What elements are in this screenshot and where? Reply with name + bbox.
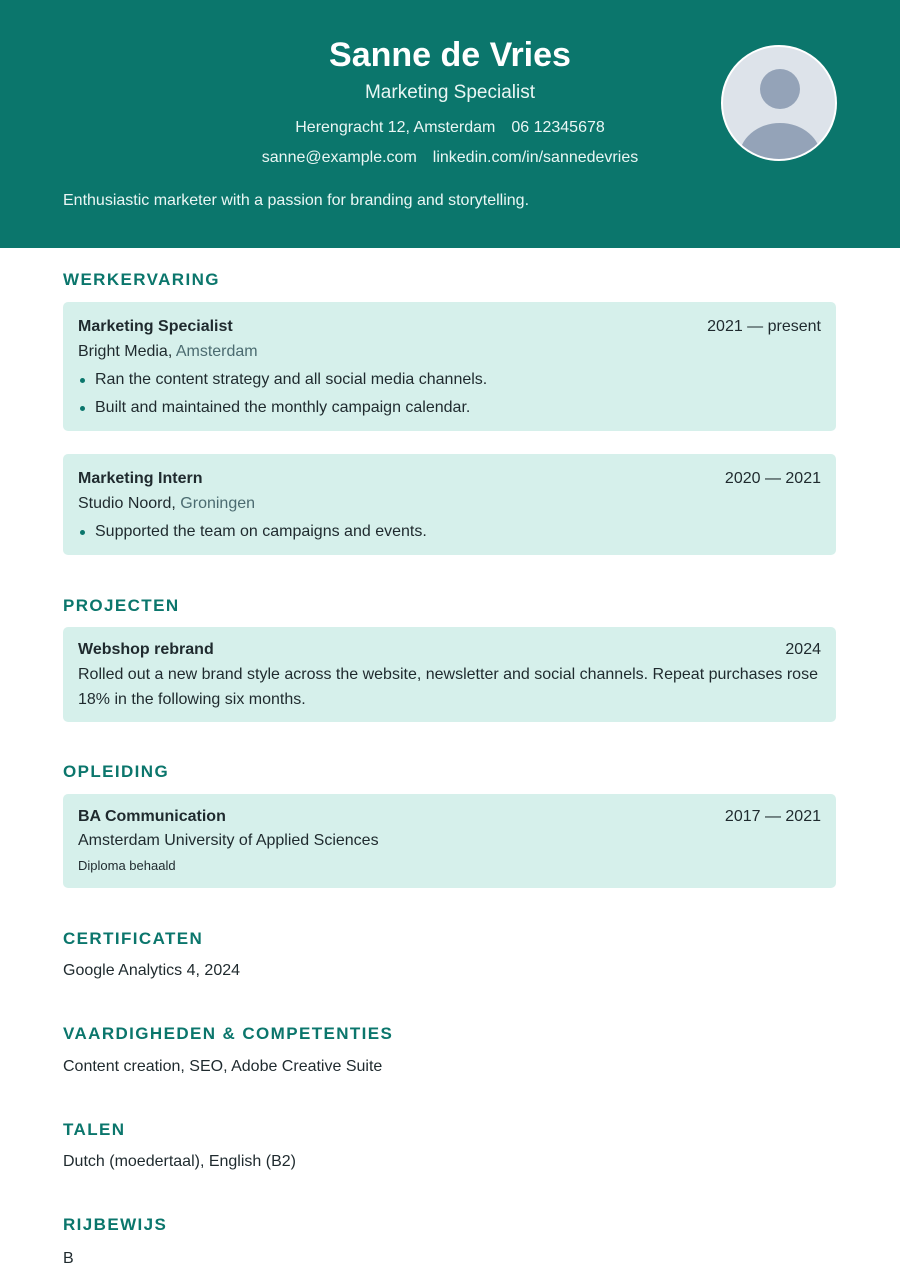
degree-note: Diploma behaald: [78, 858, 176, 873]
experience-card: [63, 454, 836, 555]
languages-text: Dutch (moedertaal), English (B2): [63, 1153, 296, 1170]
job-company: Studio Noord,: [78, 495, 176, 512]
project-card: [63, 627, 836, 722]
degree-title: BA Communication: [78, 808, 226, 825]
email-link[interactable]: sanne@example.com: [261, 149, 417, 166]
list-item: Supported the team on campaigns and events.: [78, 518, 427, 546]
job-title: Marketing Specialist: [78, 318, 233, 335]
certificates-text: Google Analytics 4, 2024: [63, 962, 241, 979]
phone: 06 12345678: [511, 119, 605, 136]
avatar: [721, 45, 837, 161]
section-title-education: OPLEIDING: [63, 762, 170, 781]
job-title: Marketing Intern: [78, 470, 203, 487]
section-title-skills: VAARDIGHEDEN & COMPETENTIES: [63, 1024, 394, 1043]
linkedin-link[interactable]: linkedin.com/in/sannedevries: [432, 149, 639, 166]
license-text: B: [63, 1250, 74, 1267]
job-city: Amsterdam: [175, 343, 258, 360]
candidate-role: Marketing Specialist: [364, 82, 536, 103]
section-title-experience: WERKERVARING: [63, 270, 220, 289]
job-company-line: [78, 494, 255, 514]
candidate-name: Sanne de Vries: [329, 36, 571, 74]
skills-text: Content creation, SEO, Adobe Creative Suite: [63, 1058, 383, 1075]
degree-date: 2017 — 2021: [724, 808, 821, 825]
job-date: 2020 — 2021: [724, 470, 821, 487]
job-city: Groningen: [180, 495, 256, 512]
project-title: Webshop rebrand: [78, 641, 214, 658]
job-bullets: [78, 518, 427, 546]
section-title-certificates: CERTIFICATEN: [63, 929, 204, 948]
experience-card: [63, 302, 836, 431]
education-card: [63, 794, 836, 888]
section-title-license: RIJBEWIJS: [63, 1215, 168, 1234]
job-company: Bright Media,: [78, 343, 173, 360]
job-bullets: [78, 366, 487, 422]
project-date: 2024: [785, 641, 821, 658]
section-title-languages: TALEN: [63, 1120, 126, 1139]
resume-header: [0, 0, 900, 248]
profile-summary: Enthusiastic marketer with a passion for branding and storytelling.: [63, 192, 530, 209]
list-item: Built and maintained the monthly campaign calendar.: [78, 394, 487, 422]
section-title-projects: PROJECTEN: [63, 596, 180, 615]
address: Herengracht 12, Amsterdam: [295, 119, 496, 136]
list-item: Ran the content strategy and all social media channels.: [78, 366, 487, 394]
job-company-line: [78, 342, 258, 362]
project-description: Rolled out a new brand style across the website, newsletter and social channels. Repeat purchases rose 18% in the following six months.: [78, 666, 818, 708]
job-date: 2021 — present: [707, 318, 821, 335]
school-name: Amsterdam University of Applied Sciences: [78, 832, 379, 849]
